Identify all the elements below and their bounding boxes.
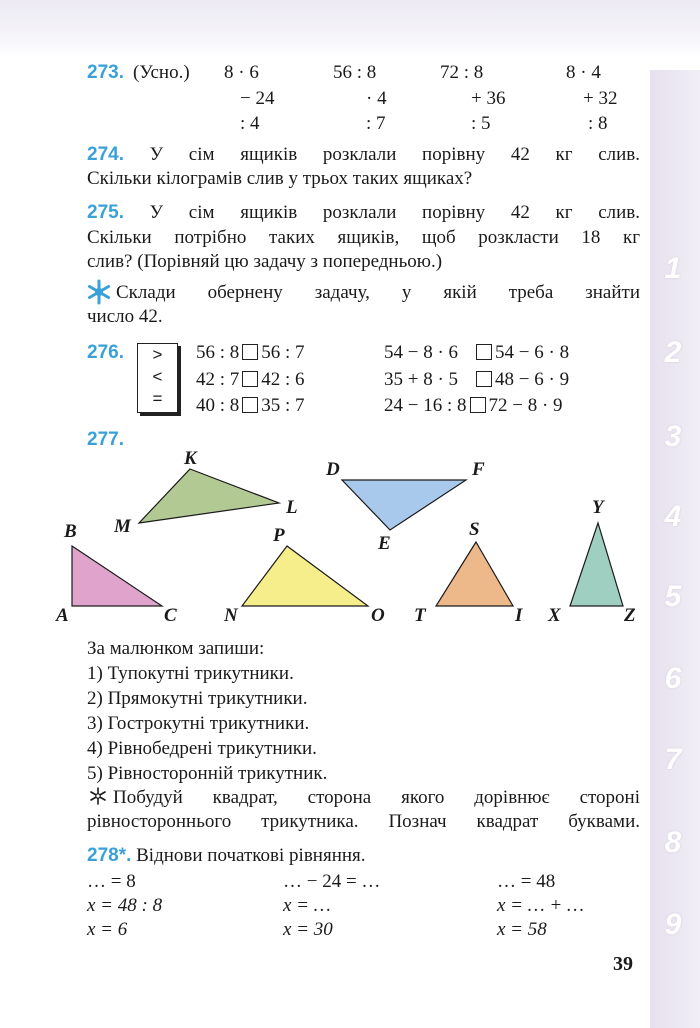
vertex-label: K bbox=[184, 448, 197, 469]
vertex-label: M bbox=[114, 516, 131, 537]
vertex-label: T bbox=[414, 605, 426, 626]
triangle-klm bbox=[139, 469, 279, 523]
chain-value: : 5 bbox=[471, 113, 491, 134]
task-item: 3) Гострокутні трикутники. bbox=[87, 713, 310, 734]
vertex-label: X bbox=[548, 605, 561, 626]
vertex-label: O bbox=[371, 605, 385, 626]
task-line: рівностороннього трикутника. Познач квадрат буквами. bbox=[87, 811, 640, 832]
vertex-label: A bbox=[56, 605, 69, 626]
side-number: 1 bbox=[664, 252, 682, 285]
task-item: 1) Тупокутні трикутники. bbox=[87, 663, 294, 684]
comparison-row: 35 + 8 · 5 48 − 6 · 9 bbox=[384, 369, 570, 390]
comparison-row: 24 − 16 : 8 72 − 8 · 9 bbox=[384, 395, 563, 416]
vertex-label: S bbox=[469, 519, 480, 540]
equation: x = … + … bbox=[497, 895, 584, 916]
comparison-row: 40 : 8 35 : 7 bbox=[196, 395, 305, 416]
equation: x = 30 bbox=[283, 919, 333, 940]
side-number: 2 bbox=[664, 336, 682, 369]
task-item: 2) Прямокутні трикутники. bbox=[87, 688, 308, 709]
triangle-dfe bbox=[342, 480, 466, 530]
equation: x = 48 : 8 bbox=[87, 895, 163, 916]
exercise-number: 274. bbox=[87, 144, 124, 165]
vertex-label: Y bbox=[592, 497, 604, 518]
chain-value: 8 · 4 bbox=[566, 62, 601, 83]
equation: x = … bbox=[283, 895, 331, 916]
chain-value: 56 : 8 bbox=[333, 62, 377, 83]
vertex-label: D bbox=[326, 459, 340, 480]
problem-line: слив? (Порівняй цю задачу з попередньою.) bbox=[87, 251, 443, 272]
side-number: 9 bbox=[664, 908, 682, 941]
vertex-label: L bbox=[286, 497, 298, 518]
sign-equal: = bbox=[152, 389, 163, 408]
oral-note: (Усно.) bbox=[133, 62, 190, 83]
vertex-label: I bbox=[515, 605, 523, 626]
side-number: 3 bbox=[664, 420, 682, 453]
side-number: 6 bbox=[664, 662, 682, 695]
chain-value: · 4 bbox=[366, 88, 387, 109]
equation: x = 58 bbox=[497, 919, 547, 940]
comparison-row: 42 : 7 42 : 6 bbox=[196, 369, 305, 390]
side-number: 8 bbox=[664, 826, 682, 859]
chain-value: : 7 bbox=[366, 113, 386, 134]
side-number: 4 bbox=[664, 500, 682, 533]
task-intro: За малюнком запиши: bbox=[87, 638, 265, 659]
triangle-abc bbox=[72, 546, 162, 606]
vertex-label: E bbox=[378, 533, 391, 554]
problem-line: 275. У сім ящиків розклали порівну 42 кг слив. bbox=[87, 202, 641, 223]
chain-value: 8 · 6 bbox=[224, 62, 259, 83]
task-item: 5) Рівносторонній трикутник. bbox=[87, 763, 328, 784]
problem-line: 278*. Віднови початкові рівняння. bbox=[87, 845, 366, 866]
triangle-nop bbox=[242, 546, 368, 606]
side-number: 5 bbox=[664, 580, 682, 613]
chain-value: − 24 bbox=[240, 88, 275, 109]
exercise-number: 277. bbox=[87, 429, 124, 450]
sign-less: < bbox=[152, 367, 163, 386]
equation: … − 24 = … bbox=[283, 871, 381, 892]
comparison-row: 56 : 8 56 : 7 bbox=[196, 342, 305, 363]
task-item: 4) Рівнобедрені трикутники. bbox=[87, 738, 317, 759]
chain-value: : 8 bbox=[588, 113, 608, 134]
problem-line: 274. У сім ящиків розклали порівну 42 кг слив. bbox=[87, 144, 641, 165]
vertex-label: Z bbox=[624, 605, 636, 626]
equation: … = 8 bbox=[87, 871, 136, 892]
triangle-xyz bbox=[570, 523, 623, 606]
chain-value: + 32 bbox=[583, 88, 618, 109]
chain-value: + 36 bbox=[471, 88, 506, 109]
equation: … = 48 bbox=[497, 871, 556, 892]
exercise-number: 275. bbox=[87, 202, 124, 223]
vertex-label: B bbox=[64, 521, 77, 542]
vertex-label: P bbox=[273, 525, 285, 546]
vertex-label: F bbox=[472, 459, 485, 480]
vertex-label: N bbox=[224, 605, 238, 626]
snowflake-icon bbox=[88, 786, 108, 806]
exercise-number: 276. bbox=[87, 342, 124, 363]
chain-value: : 4 bbox=[240, 113, 260, 134]
chain-value: 72 : 8 bbox=[440, 62, 484, 83]
triangle-sti bbox=[436, 542, 513, 606]
task-line: Склади обернену задачу, у якій треба знайти bbox=[116, 282, 640, 303]
exercise-number: 278*. bbox=[87, 845, 132, 866]
side-number: 7 bbox=[664, 743, 682, 776]
comparison-row: 54 − 8 · 6 54 − 6 · 8 bbox=[384, 342, 570, 363]
page-number: 39 bbox=[613, 953, 633, 975]
vertex-label: C bbox=[164, 605, 177, 626]
problem-line: Скільки потрібно таких ящиків, щоб розкласти 18 кг bbox=[87, 227, 640, 248]
task-line: число 42. bbox=[87, 306, 163, 327]
sign-greater: > bbox=[152, 345, 163, 364]
equation: x = 6 bbox=[87, 919, 128, 940]
problem-line: Скільки кілограмів слив у трьох таких ящиках? bbox=[87, 168, 473, 189]
exercise-number: 273. bbox=[87, 62, 124, 83]
task-line: Побудуй квадрат, сторона якого дорівнює стороні bbox=[113, 787, 640, 808]
